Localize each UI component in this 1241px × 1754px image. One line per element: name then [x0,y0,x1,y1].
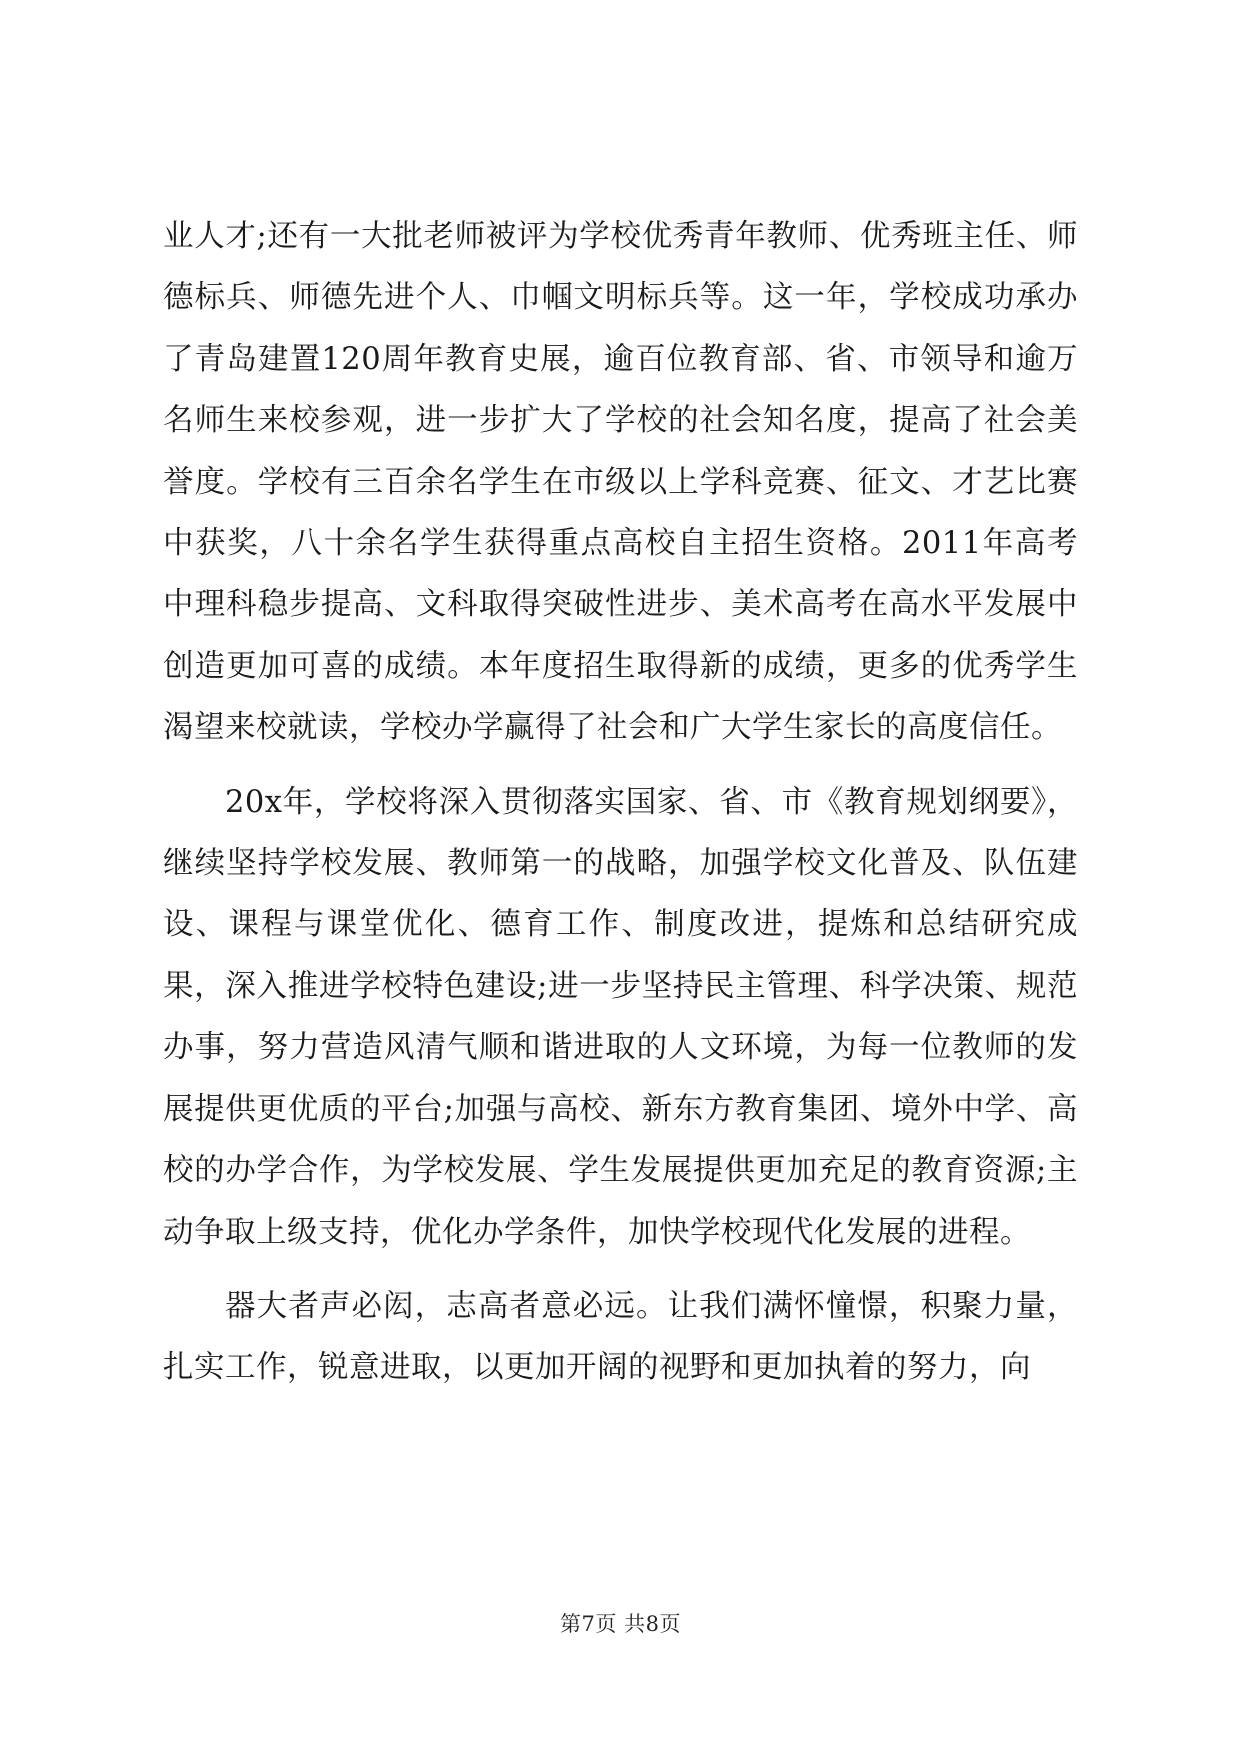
document-body [163,206,1078,1399]
paragraph-closing: 器大者声必闳，志高者意必远。让我们满怀憧憬，积聚力量，扎实工作，锐意进取，以更加开阔的视野和更加执着的努力，向 [163,1288,1078,1386]
page-number-footer: 第7页 共8页 [560,1612,681,1636]
paragraph-achievements: 业人才;还有一大批老师被评为学校优秀青年教师、优秀班主任、师德标兵、师德先进个人、巾帼文明标兵等。这一年，学校成功承办了青岛建置120周年教育史展，逾百位教育部、省、市领导和逾万名师生来校参观，进一步扩大了学校的社会知名度，提高了社会美誉度。学校有三百余名学生在市级以上学科竞赛、征文、才艺比赛中获奖，八十余名学生获得重点高校自主招生资格。2011年高考中理科稳步提高、文科取得突破性进步、美术高考在高水平发展中创造更加可喜的成绩。本年度招生取得新的成绩，更多的优秀学生渴望来校就读，学校办学赢得了社会和广大学生家长的高度信任。 [163,219,1078,746]
paragraph-plans: 20x年，学校将深入贯彻落实国家、省、市《教育规划纲要》，继续坚持学校发展、教师第一的战略，加强学校文化普及、队伍建设、课程与课堂优化、德育工作、制度改进，提炼和总结研究成果，深入推进学校特色建设;进一步坚持民主管理、科学决策、规范办事，努力营造风清气顺和谐进取的人文环境，为每一位教师的发展提供更优质的平台;加强与高校、新东方教育集团、境外中学、高校的办学合作，为学校发展、学生发展提供更加充足的教育资源;主动争取上级支持，优化办学条件，加快学校现代化发展的进程。 [163,784,1078,1250]
